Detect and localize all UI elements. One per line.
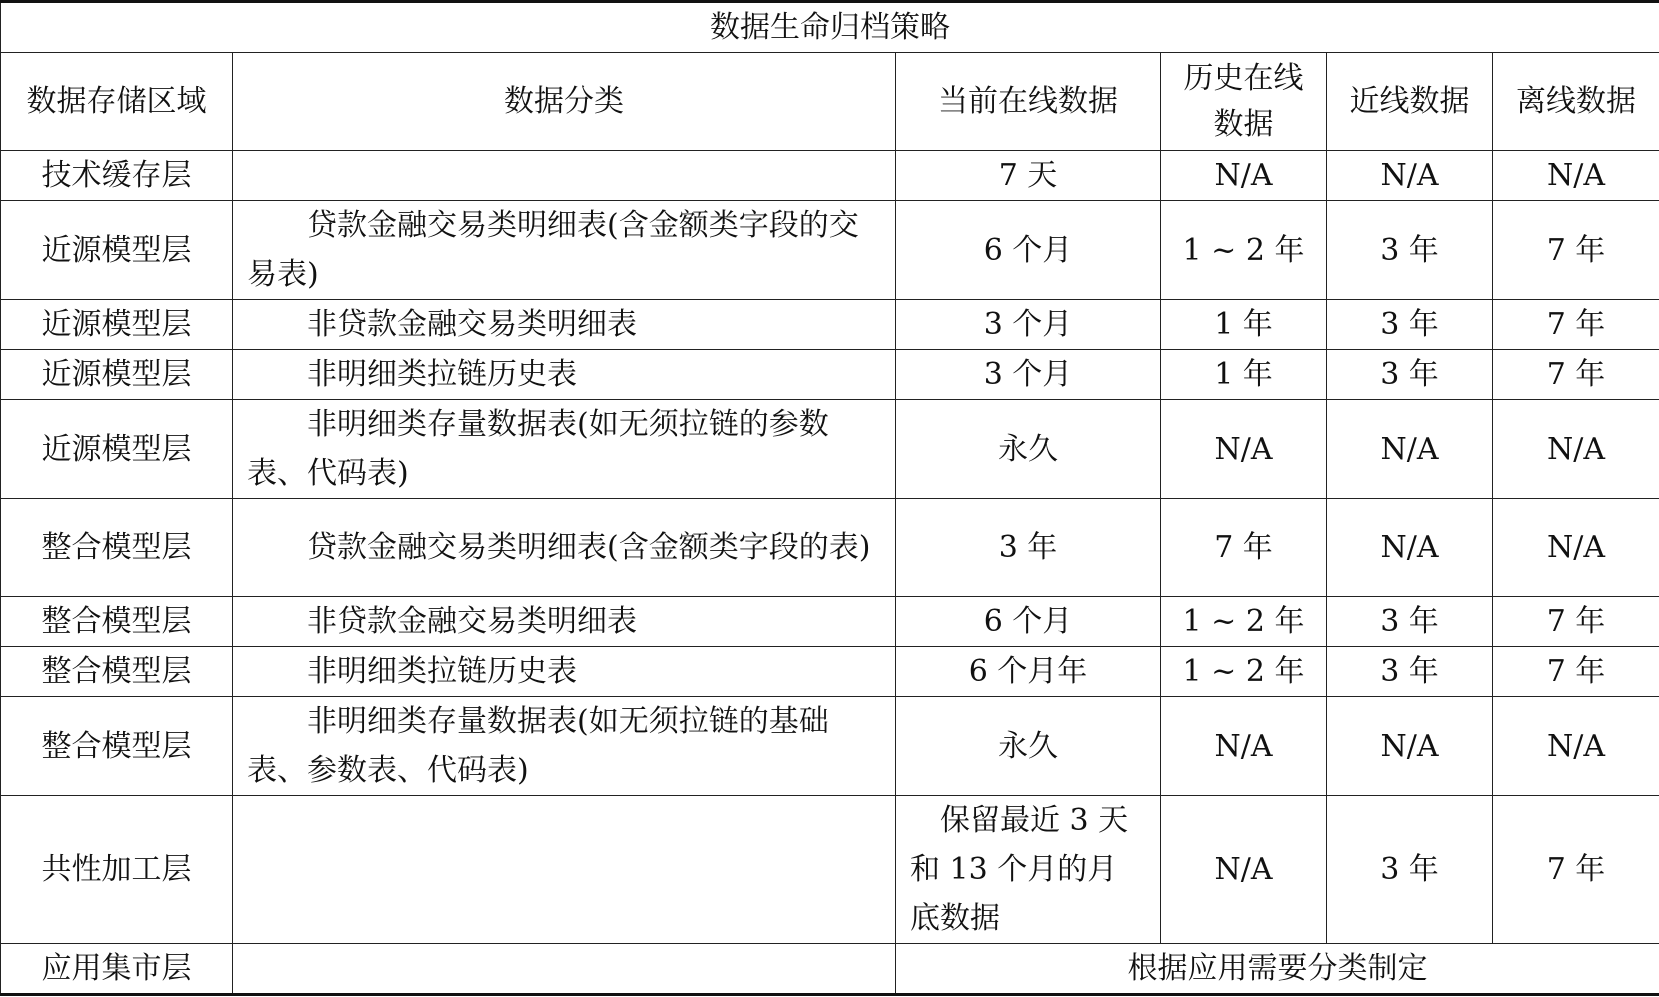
cell-nearline: 3 年 (1327, 201, 1493, 300)
cell-nearline: 3 年 (1327, 597, 1493, 647)
cell-history: 1 ~ 2 年 (1161, 201, 1327, 300)
cell-current: 3 个月 (896, 300, 1161, 350)
cell-history: 1 ~ 2 年 (1161, 647, 1327, 697)
cell-offline: N/A (1493, 697, 1659, 796)
cell-history: N/A (1161, 796, 1327, 944)
cell-current: 6 个月 (896, 201, 1161, 300)
table-row (1, 697, 1659, 796)
header-storage-area: 数据存储区域 (1, 53, 233, 151)
cell-area: 技术缓存层 (1, 151, 233, 201)
cell-nearline: N/A (1327, 499, 1493, 597)
cell-nearline: N/A (1327, 697, 1493, 796)
table-row (1, 151, 1659, 201)
cell-offline: 7 年 (1493, 647, 1659, 697)
table-row (1, 647, 1659, 697)
cell-offline: 7 年 (1493, 350, 1659, 400)
cell-offline: N/A (1493, 151, 1659, 201)
table-row (1, 944, 1659, 995)
header-current-online: 当前在线数据 (896, 53, 1161, 151)
cell-history: 1 年 (1161, 300, 1327, 350)
cell-area: 整合模型层 (1, 647, 233, 697)
table-title: 数据生命归档策略 (1, 2, 1659, 53)
cell-history: N/A (1161, 151, 1327, 201)
cell-category (233, 151, 896, 201)
cell-area: 整合模型层 (1, 499, 233, 597)
cell-offline: N/A (1493, 499, 1659, 597)
cell-history: 1 ~ 2 年 (1161, 597, 1327, 647)
cell-current: 保留最近 3 天和 13 个月的月底数据 (896, 796, 1161, 944)
cell-category (233, 944, 896, 995)
cell-current: 永久 (896, 400, 1161, 499)
header-nearline: 近线数据 (1327, 53, 1493, 151)
cell-current: 永久 (896, 697, 1161, 796)
cell-category (233, 796, 896, 944)
cell-nearline: 3 年 (1327, 300, 1493, 350)
cell-area: 近源模型层 (1, 300, 233, 350)
header-data-category: 数据分类 (233, 53, 896, 151)
table-row (1, 796, 1659, 944)
table-row (1, 300, 1659, 350)
cell-area: 近源模型层 (1, 400, 233, 499)
cell-area: 整合模型层 (1, 597, 233, 647)
table-row (1, 499, 1659, 597)
cell-history: 1 年 (1161, 350, 1327, 400)
cell-category: 非明细类存量数据表(如无须拉链的参数表、代码表) (233, 400, 896, 499)
table-row (1, 201, 1659, 300)
cell-offline: 7 年 (1493, 597, 1659, 647)
cell-nearline: 3 年 (1327, 647, 1493, 697)
table-title-row (1, 2, 1659, 53)
cell-current: 3 个月 (896, 350, 1161, 400)
cell-area: 近源模型层 (1, 350, 233, 400)
table-row (1, 597, 1659, 647)
cell-history: N/A (1161, 400, 1327, 499)
header-row (1, 53, 1659, 151)
header-offline: 离线数据 (1493, 53, 1659, 151)
cell-category: 非贷款金融交易类明细表 (233, 300, 896, 350)
cell-nearline: N/A (1327, 151, 1493, 201)
cell-category: 贷款金融交易类明细表(含金额类字段的表) (233, 499, 896, 597)
cell-offline: 7 年 (1493, 201, 1659, 300)
cell-area: 近源模型层 (1, 201, 233, 300)
cell-offline: 7 年 (1493, 300, 1659, 350)
cell-current: 3 年 (896, 499, 1161, 597)
cell-nearline: N/A (1327, 400, 1493, 499)
cell-offline: N/A (1493, 400, 1659, 499)
table-row (1, 400, 1659, 499)
cell-current: 6 个月年 (896, 647, 1161, 697)
cell-current: 7 天 (896, 151, 1161, 201)
table-row (1, 350, 1659, 400)
cell-current: 6 个月 (896, 597, 1161, 647)
cell-area: 共性加工层 (1, 796, 233, 944)
cell-area: 整合模型层 (1, 697, 233, 796)
header-history-online: 历史在线数据 (1161, 53, 1327, 151)
cell-history: N/A (1161, 697, 1327, 796)
cell-area: 应用集市层 (1, 944, 233, 995)
cell-merged-policy: 根据应用需要分类制定 (896, 944, 1659, 995)
cell-category: 贷款金融交易类明细表(含金额类字段的交易表) (233, 201, 896, 300)
cell-category: 非明细类存量数据表(如无须拉链的基础表、参数表、代码表) (233, 697, 896, 796)
cell-nearline: 3 年 (1327, 796, 1493, 944)
cell-category: 非明细类拉链历史表 (233, 350, 896, 400)
cell-nearline: 3 年 (1327, 350, 1493, 400)
cell-category: 非明细类拉链历史表 (233, 647, 896, 697)
cell-category: 非贷款金融交易类明细表 (233, 597, 896, 647)
cell-history: 7 年 (1161, 499, 1327, 597)
cell-offline: 7 年 (1493, 796, 1659, 944)
